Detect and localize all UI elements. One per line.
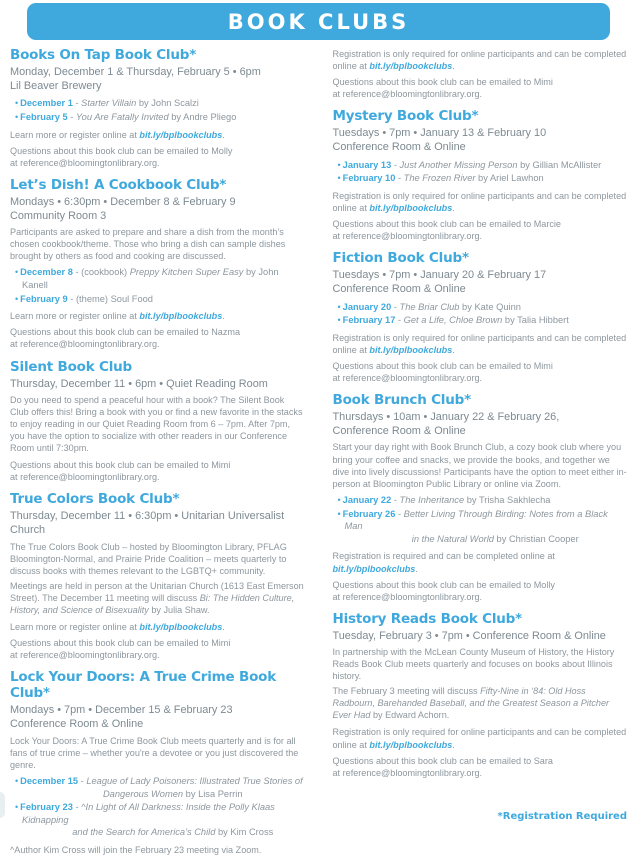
club-schedule: Thursday, December 11 • 6:30pm • Unitarian Universalist Church bbox=[10, 509, 305, 537]
selection-author: by John Kanell bbox=[22, 267, 279, 290]
registration-note: Registration is only required for online participants and can be completed online at bit.ly/bplbookclubs. bbox=[333, 190, 628, 214]
selection-author: by Ariel Lawhon bbox=[475, 173, 543, 183]
book-club-entry bbox=[10, 48, 305, 169]
selection-list bbox=[333, 301, 628, 327]
register-link[interactable]: bit.ly/bplbookclubs bbox=[369, 203, 452, 213]
book-club-entry bbox=[10, 492, 305, 661]
registration-note: Registration is only required for online participants and can be completed online at bit.ly/bplbookclubs. bbox=[333, 332, 628, 356]
book-club-entry bbox=[333, 612, 628, 779]
list-item bbox=[333, 314, 628, 327]
bullet-icon: • bbox=[338, 160, 341, 170]
bullet-icon: • bbox=[338, 509, 341, 519]
bullet-icon: • bbox=[15, 267, 18, 277]
registration-note: Registration is only required for online participants and can be completed online at bit.ly/bplbookclubs. bbox=[333, 48, 628, 72]
book-club-entry bbox=[333, 393, 628, 603]
bullet-icon: • bbox=[15, 98, 18, 108]
bullet-icon: • bbox=[15, 294, 18, 304]
selection-author: by Kate Quinn bbox=[459, 302, 521, 312]
questions-note: Questions about this book club can be emailed to Molly at reference@bloomingtonlibrary.org. bbox=[10, 145, 305, 169]
club-description: In partnership with the McLean County Museum of History, the History Reads Book Club meets quarterly and focuses on books about Illinois history. bbox=[333, 646, 628, 682]
selection-separator: - bbox=[391, 160, 399, 170]
list-item bbox=[10, 266, 305, 291]
club-description: Start your day right with Book Brunch Club, a cozy book club where you bring your coffee and snacks, we provide the books, and together we dive into lively discussions! Participants have the option to meet either in-person at Bloomington Public Library or online via Zoom. bbox=[333, 441, 628, 489]
page-edge-artifact bbox=[0, 792, 5, 818]
selection-title: You Are Fatally Invited bbox=[76, 112, 169, 122]
bullet-icon: • bbox=[338, 173, 341, 183]
list-item bbox=[10, 293, 305, 306]
selection-date: January 13 bbox=[343, 160, 392, 170]
selection-title: Just Another Missing Person bbox=[400, 160, 518, 170]
selection-title: Get a Life, Chloe Brown bbox=[404, 315, 503, 325]
selection-title: The Inheritance bbox=[400, 495, 465, 505]
club-title: Book Brunch Club* bbox=[333, 393, 628, 409]
selection-title-cont: and the Search for America’s Child by Kim Cross bbox=[22, 826, 305, 839]
continued-registration-block bbox=[333, 48, 628, 100]
selection-separator: - bbox=[395, 315, 403, 325]
book-title-italic: Fifty-Nine in ‘84: Old Hoss Radbourn, Barehanded Baseball, and the Greatest Season a Pitcher Ever Had bbox=[333, 686, 610, 720]
bullet-icon: • bbox=[15, 112, 18, 122]
registration-required-note: *Registration Required bbox=[498, 811, 627, 822]
book-club-entry bbox=[333, 109, 628, 242]
register-link[interactable]: bit.ly/bplbookclubs bbox=[139, 311, 222, 321]
selection-date: December 15 bbox=[20, 776, 78, 786]
club-schedule: Thursdays • 10am • January 22 & February 26, Conference Room & Online bbox=[333, 410, 628, 438]
registration-note: Registration is required and can be completed online at bit.ly/bplbookclubs. bbox=[333, 550, 628, 574]
selection-title: Better Living Through Birding: Notes from a Black Man bbox=[345, 509, 608, 532]
book-title-italic: Bi: The Hidden Culture, History, and Science of Bisexuality bbox=[10, 593, 294, 615]
selection-title-cont: Dangerous Women by Lisa Perrin bbox=[22, 788, 305, 801]
selection-title: Preppy Kitchen Super Easy bbox=[130, 267, 244, 277]
content-columns bbox=[0, 48, 637, 808]
book-club-entry bbox=[10, 360, 305, 484]
register-note: Learn more or register online at bit.ly/bplbookclubs. bbox=[10, 621, 305, 633]
list-item bbox=[333, 159, 628, 172]
selection-title: ^In Light of All Darkness: Inside the Polly Klaas Kidnapping bbox=[22, 802, 275, 825]
register-link[interactable]: bit.ly/bplbookclubs bbox=[369, 345, 452, 355]
selection-author: by Lisa Perrin bbox=[183, 789, 242, 799]
bullet-icon: • bbox=[338, 302, 341, 312]
register-link[interactable]: bit.ly/bplbookclubs bbox=[139, 622, 222, 632]
questions-note: Questions about this book club can be emailed to Mimi at reference@bloomingtonlibrary.org. bbox=[10, 637, 305, 661]
bullet-icon: • bbox=[15, 776, 18, 786]
right-column bbox=[319, 48, 637, 808]
selection-date: December 8 bbox=[20, 267, 73, 277]
selection-author: by Gillian McAllister bbox=[518, 160, 602, 170]
list-item bbox=[333, 508, 628, 546]
selection-separator: - bbox=[391, 495, 399, 505]
club-description: Do you need to spend a peaceful hour with a book? The Silent Book Club offers this! Bring a book with you or find a new favorite in the stacks to enjoy reading in our Quiet Reading Room from 6 – 7pm. After 7pm, you have the option to socialize with other readers in our Conference Room until 7:30pm. bbox=[10, 394, 305, 454]
club-description: Participants are asked to prepare and share a dish from the month’s chosen cookbook/theme. Those who bring a dish can sample dishes brought by others as food and cooking are discussed. bbox=[10, 226, 305, 262]
bullet-icon: • bbox=[15, 802, 18, 812]
club-schedule: Mondays • 7pm • December 15 & February 23 Conference Room & Online bbox=[10, 703, 305, 731]
club-title: Books On Tap Book Club* bbox=[10, 48, 305, 64]
selection-separator: - (cookbook) bbox=[73, 267, 130, 277]
selection-author: by Christian Cooper bbox=[494, 534, 579, 544]
selection-list bbox=[10, 266, 305, 305]
page-title: BOOK CLUBS bbox=[228, 10, 410, 34]
register-note: Learn more or register online at bit.ly/bplbookclubs. bbox=[10, 129, 305, 141]
list-item bbox=[10, 775, 305, 800]
selection-date: February 9 bbox=[20, 294, 68, 304]
club-title: Lock Your Doors: A True Crime Book Club* bbox=[10, 670, 305, 702]
selection-separator: - bbox=[73, 98, 81, 108]
list-item bbox=[333, 494, 628, 507]
selection-author: by Kim Cross bbox=[215, 827, 273, 837]
club-description: The True Colors Book Club – hosted by Bloomington Library, PFLAG Bloomington-Normal, and Prairie Pride Coalition – meets quarterly to discuss books with themes relevant to the LGBTQ+ community. bbox=[10, 541, 305, 577]
register-link[interactable]: bit.ly/bplbookclubs bbox=[369, 740, 452, 750]
club-title: Fiction Book Club* bbox=[333, 251, 628, 267]
bullet-icon: • bbox=[338, 495, 341, 505]
questions-note: Questions about this book club can be emailed to Sara at reference@bloomingtonlibrary.org. bbox=[333, 755, 628, 779]
club-schedule: Tuesday, February 3 • 7pm • Conference Room & Online bbox=[333, 629, 628, 643]
selection-date: February 26 bbox=[343, 509, 396, 519]
selection-date: February 23 bbox=[20, 802, 73, 812]
register-link[interactable]: bit.ly/bplbookclubs bbox=[369, 61, 452, 71]
club-description-secondary: Meetings are held in person at the Unitarian Church (1613 East Emerson Street). The December 11 meeting will discuss Bi: The Hidden Culture, History, and Science of Bisexuality by Julia Shaw. bbox=[10, 580, 305, 616]
club-schedule: Tuesdays • 7pm • January 20 & February 17 Conference Room & Online bbox=[333, 268, 628, 296]
register-link[interactable]: bit.ly/bplbookclubs bbox=[333, 564, 416, 574]
selection-separator: - bbox=[395, 509, 403, 519]
list-item bbox=[10, 97, 305, 110]
selection-title: The Briar Club bbox=[400, 302, 460, 312]
club-title: Silent Book Club bbox=[10, 360, 305, 376]
list-item bbox=[333, 172, 628, 185]
questions-note: Questions about this book club can be emailed to Molly at reference@bloomingtonlibrary.org. bbox=[333, 579, 628, 603]
questions-note: Questions about this book club can be emailed to Nazma at reference@bloomingtonlibrary.org. bbox=[10, 326, 305, 350]
club-description: Lock Your Doors: A True Crime Book Club meets quarterly and is for all fans of true crime – whether you're a devotee or you just discovered the genre. bbox=[10, 735, 305, 771]
page-header-banner bbox=[27, 3, 610, 40]
questions-note: Questions about this book club can be emailed to Mimi at reference@bloomingtonlibrary.org. bbox=[333, 76, 628, 100]
selection-title: The Frozen River bbox=[404, 173, 476, 183]
selection-author: by Trisha Sakhlecha bbox=[464, 495, 550, 505]
selection-list bbox=[10, 775, 305, 839]
selection-date: February 17 bbox=[343, 315, 396, 325]
register-link[interactable]: bit.ly/bplbookclubs bbox=[139, 130, 222, 140]
club-schedule: Mondays • 6:30pm • December 8 & February 9 Community Room 3 bbox=[10, 195, 305, 223]
selection-list bbox=[333, 159, 628, 185]
book-club-entry bbox=[333, 251, 628, 384]
selection-separator: - bbox=[391, 302, 399, 312]
selection-title-cont: in the Natural World by Christian Cooper bbox=[345, 533, 628, 546]
selection-title: League of Lady Poisoners: Illustrated True Stories of bbox=[86, 776, 302, 786]
club-title: History Reads Book Club* bbox=[333, 612, 628, 628]
selection-date: January 22 bbox=[343, 495, 392, 505]
list-item bbox=[333, 301, 628, 314]
selection-separator: - bbox=[395, 173, 403, 183]
club-title: Let’s Dish! A Cookbook Club* bbox=[10, 178, 305, 194]
questions-note: Questions about this book club can be emailed to Mimi at reference@bloomingtonlibrary.org. bbox=[10, 459, 305, 483]
selection-author: by Talia Hibbert bbox=[502, 315, 569, 325]
selection-separator: - bbox=[68, 112, 76, 122]
selection-list bbox=[333, 494, 628, 546]
book-club-entry bbox=[10, 670, 305, 856]
selection-separator: - bbox=[73, 802, 81, 812]
club-description-secondary: The February 3 meeting will discuss Fifty-Nine in ‘84: Old Hoss Radbourn, Barehanded Baseball, and the Greatest Season a Pitcher Ever Had by Edward Achorn. bbox=[333, 685, 628, 721]
selection-list bbox=[10, 97, 305, 123]
selection-author: Soul Food bbox=[111, 294, 153, 304]
selection-date: January 20 bbox=[343, 302, 392, 312]
selection-date: February 5 bbox=[20, 112, 68, 122]
registration-note: Registration is only required for online participants and can be completed online at bit.ly/bplbookclubs. bbox=[333, 726, 628, 750]
selection-date: February 10 bbox=[343, 173, 396, 183]
club-schedule: Thursday, December 11 • 6pm • Quiet Reading Room bbox=[10, 377, 305, 391]
questions-note: Questions about this book club can be emailed to Mimi at reference@bloomingtonlibrary.org. bbox=[333, 360, 628, 384]
club-title: True Colors Book Club* bbox=[10, 492, 305, 508]
club-schedule: Tuesdays • 7pm • January 13 & February 10 Conference Room & Online bbox=[333, 126, 628, 154]
questions-note: Questions about this book club can be emailed to Marcie at reference@bloomingtonlibrary.org. bbox=[333, 218, 628, 242]
club-title: Mystery Book Club* bbox=[333, 109, 628, 125]
left-column bbox=[0, 48, 319, 808]
register-note: Learn more or register online at bit.ly/bplbookclubs. bbox=[10, 310, 305, 322]
selection-separator: - bbox=[78, 776, 86, 786]
selection-separator: - (theme) bbox=[68, 294, 111, 304]
selection-date: December 1 bbox=[20, 98, 73, 108]
list-item bbox=[10, 801, 305, 839]
bullet-icon: • bbox=[338, 315, 341, 325]
selection-author: by John Scalzi bbox=[136, 98, 199, 108]
club-schedule: Monday, December 1 & Thursday, February 5 • 6pm Lil Beaver Brewery bbox=[10, 65, 305, 93]
book-club-entry bbox=[10, 178, 305, 351]
selection-author: by Andre Pliego bbox=[169, 112, 237, 122]
club-footnote: ^Author Kim Cross will join the February 23 meeting via Zoom. bbox=[10, 844, 305, 856]
selection-title: Starter Villain bbox=[81, 98, 136, 108]
list-item bbox=[10, 111, 305, 124]
